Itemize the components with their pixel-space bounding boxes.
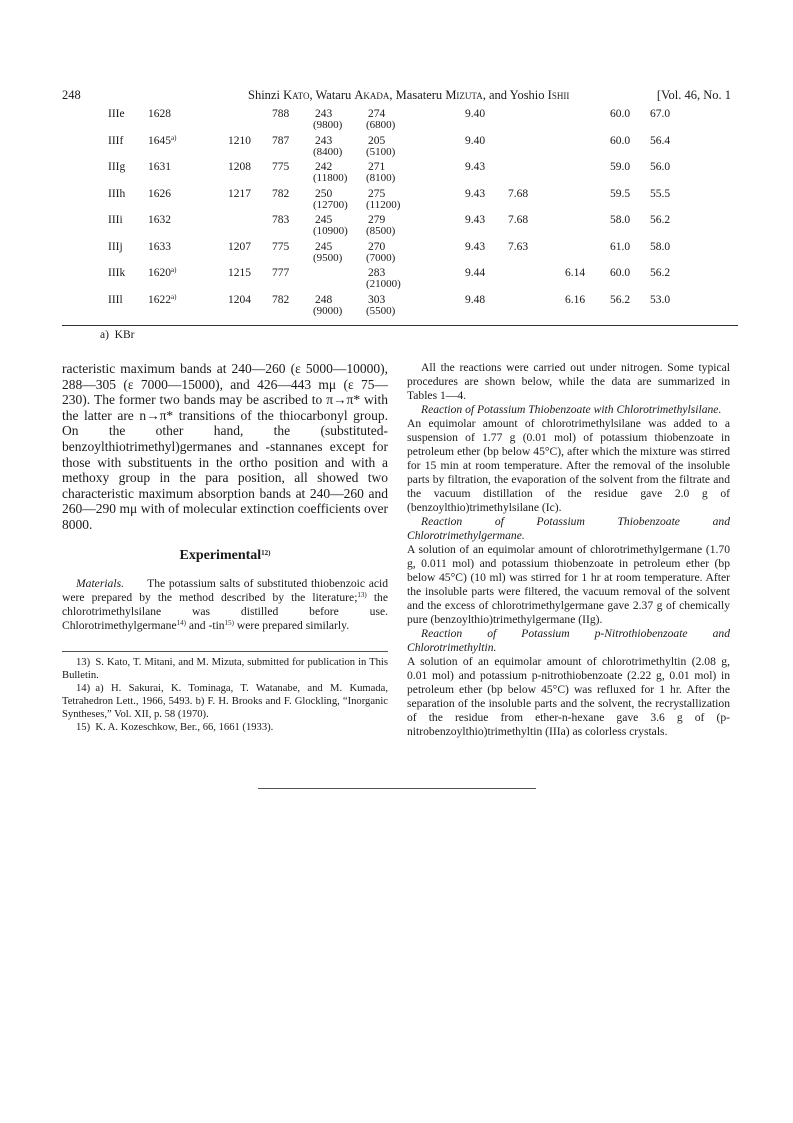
table-cell: 250 <box>315 187 333 200</box>
materials-text: and -tin <box>185 619 225 632</box>
section-heading-ref: 12) <box>261 549 271 557</box>
table-cell: 248 <box>315 293 333 306</box>
extinction-value: (12700) <box>313 198 348 211</box>
table-cell: 243 <box>315 108 333 120</box>
table-bottom-rule <box>62 325 738 326</box>
table-cell: 6.16 <box>565 293 586 306</box>
table-cell: 9.43 <box>465 161 486 173</box>
author-part: Mizuta <box>445 88 483 102</box>
table-cell: 9.43 <box>465 187 486 200</box>
body-paragraph: racteristic maximum bands at 240—260 (ε 5000—10000), 288—305 (ε 7000—15000), and 426—443 mμ (ε 75—230). The former two bands may be ascribed to π→π* with the latter are n→π* transitions of the thiocarbonyl group. On the other hand, the (substituted-benzoylthiotrimethyl)germanes and -stannanes except for those with substituents in the ortho position and with a methoxy group in the para position, all showed two characteristic maximum absorption bands at 240—260 and 260—290 mμ with of molecular extinction coefficients over 8000. <box>62 361 388 532</box>
table-cell: 58.0 <box>610 214 631 226</box>
body-paragraph: An equimolar amount of chlorotrimethylsilane was added to a suspension of 1.77 g (0.01 mol) of potassium thiobenzoate in petroleum ether (bp below 45°C), after which the mixture was stirred for 15 min at room temperature. After the removal of the insoluble parts by filtration, the evaporation of the solvent from the filtrate and the vacuum distillation of the residue gave 2.0 g of (benzoylthio)trimethylsilane (Ic). <box>407 417 730 514</box>
ref-sup: 15) <box>224 619 234 627</box>
extinction-value: (8100) <box>366 172 396 184</box>
extinction-value: (21000) <box>366 278 401 290</box>
table-cell: 777 <box>272 267 290 279</box>
table-cell: 56.2 <box>610 293 631 306</box>
table-cell: 6.14 <box>565 267 586 279</box>
table-cell-note: a) <box>171 133 177 142</box>
table-cell: 782 <box>272 293 290 306</box>
table-cell: 7.63 <box>508 240 529 253</box>
table-cell: 775 <box>272 161 290 173</box>
table-cell: 1645$^{a)}$ <box>148 133 177 147</box>
table-cell: 56.2 <box>650 267 671 279</box>
table-cell: 270 <box>368 240 386 253</box>
author-part: Kato <box>283 88 310 102</box>
table-cell: 1626 <box>148 187 171 200</box>
table-cell: 279 <box>368 214 386 226</box>
table-cell: 1633 <box>148 240 171 253</box>
table-cell: 56.0 <box>650 161 671 173</box>
extinction-value: (8500) <box>366 225 396 237</box>
table-cell: 7.68 <box>508 214 529 226</box>
table-cell: 60.0 <box>610 267 631 279</box>
author-part: , Masateru <box>389 88 446 102</box>
table-cell-note: a) <box>171 292 177 301</box>
author-part: , and Yoshio <box>482 88 548 102</box>
right-column <box>407 361 730 739</box>
table-cell: 59.5 <box>610 187 631 200</box>
footnote-item: 14) a) H. Sakurai, K. Tominaga, T. Watanabe, and M. Kumada, Tetrahedron Lett., 1966, 5493. b) F. H. Brooks and F. Glockling, “Inorganic Syntheses,” Vol. XII, p. 58 (1970). <box>62 683 388 720</box>
author-part: , Wataru <box>309 88 355 102</box>
table-cell: 1632 <box>148 214 171 226</box>
table-cell: 1215 <box>228 267 251 279</box>
table-cell: 1204 <box>228 293 251 306</box>
procedure-heading: Reaction of Potassium p-Nitrothiobenzoate and Chlorotrimethyltin. <box>407 627 730 654</box>
table-cell: 1208 <box>228 161 251 173</box>
author-part: Ishii <box>547 88 570 102</box>
body-paragraph: A solution of an equimolar amount of chlorotrimethyltin (2.08 g, 0.01 mol) and potassium p-nitrothiobenzoate (2.22 g, 0.01 mol) in petroleum ether (bp below 45°C) was refluxed for 1 hr. After the separation of the insoluble parts and the solvent, the recrystallization of the residue from ether-n-hexane gave 3.6 g of (p-nitrobenzoylthio)trimethyltin (IIIa) as colorless crystals. <box>407 655 730 738</box>
page-number: 248 <box>62 88 81 102</box>
extinction-value: (7000) <box>366 251 396 264</box>
table-cell: 303 <box>368 293 386 306</box>
table-cell: 9.43 <box>465 214 486 226</box>
table-cell: 245 <box>315 214 333 226</box>
procedure-heading: Reaction of Potassium Thiobenzoate with Chlorotrimethylsilane. <box>421 403 722 416</box>
table-cell: 275 <box>368 187 386 200</box>
section-heading-text: Experimental <box>179 548 262 563</box>
compound-id: IIIe <box>108 108 125 120</box>
table-cell: 59.0 <box>610 161 631 173</box>
table-cell: 61.0 <box>610 240 631 253</box>
table-cell: 1207 <box>228 240 251 253</box>
table-cell: 1210 <box>228 134 251 147</box>
footnote-item: 15) K. A. Kozeschkow, Ber., 66, 1661 (1933). <box>76 722 274 733</box>
table-cell: 205 <box>368 134 386 147</box>
table-cell: 782 <box>272 187 290 200</box>
running-authors <box>248 88 569 103</box>
table-cell: 283 <box>368 267 386 279</box>
body-paragraph: All the reactions were carried out under nitrogen. Some typical procedures are shown below, while the data are summarized in Tables 1—4. <box>407 361 730 402</box>
table-cell: 274 <box>368 108 386 120</box>
footnotes <box>62 656 388 734</box>
compound-id: IIIl <box>108 293 123 306</box>
compound-id: IIIi <box>108 214 123 226</box>
volume-label: [Vol. 46, No. 1 <box>656 88 731 102</box>
table-footnote: a) KBr <box>100 329 135 341</box>
table-cell: 60.0 <box>610 108 631 120</box>
extinction-value: (10900) <box>313 225 348 237</box>
table-cell: 788 <box>272 108 290 120</box>
compound-id: IIIg <box>108 161 126 173</box>
table-cell: 1622$^{a)}$ <box>148 292 177 306</box>
table-cell: 242 <box>315 161 333 173</box>
table-cell: 56.2 <box>650 214 671 226</box>
extinction-value: (6800) <box>366 119 396 131</box>
table-cell: 1631 <box>148 161 171 173</box>
footnote-item: 13) S. Kato, T. Mitani, and M. Mizuta, submitted for publication in This Bulletin. <box>62 657 388 681</box>
table-cell: 9.48 <box>465 293 486 306</box>
end-rule <box>258 788 536 789</box>
compound-id: IIIf <box>108 134 124 147</box>
table-cell: 245 <box>315 240 333 253</box>
table-cell: 775 <box>272 240 290 253</box>
table-cell-note: a) <box>171 266 177 274</box>
table-cell: 67.0 <box>650 108 671 120</box>
compound-id: IIIk <box>108 267 126 279</box>
section-heading <box>62 548 388 564</box>
table-cell: 9.43 <box>465 240 486 253</box>
table-cell: 1620$^{a)}$ <box>148 266 177 279</box>
table-cell: 60.0 <box>610 134 631 147</box>
table-cell: 55.5 <box>650 187 671 200</box>
materials-label: Materials. <box>76 577 124 590</box>
table-cell: 9.44 <box>465 267 486 279</box>
procedure-heading: Reaction of Potassium Thiobenzoate and Chlorotrimethylgermane. <box>407 515 730 542</box>
table-cell: 9.40 <box>465 134 486 147</box>
table-cell: 9.40 <box>465 108 486 120</box>
extinction-value: (5500) <box>366 304 396 317</box>
materials-text: The potassium salts of substituted thiobenzoic acid were prepared by the method described by the literature; <box>62 577 388 604</box>
ref-sup: 13) <box>357 591 367 599</box>
author-part: Akada <box>354 88 390 102</box>
table-cell: 783 <box>272 214 290 226</box>
table-cell: 53.0 <box>650 293 671 306</box>
ref-sup: 14) <box>176 619 186 627</box>
extinction-value: (9000) <box>313 304 343 317</box>
author-part: Shinzi <box>248 88 284 102</box>
compound-id: IIIj <box>108 240 123 253</box>
table-cell: 7.68 <box>508 187 529 200</box>
table-cell: 271 <box>368 161 386 173</box>
extinction-value: (5100) <box>366 145 396 158</box>
materials-text: were prepared similarly. <box>233 619 350 632</box>
extinction-value: (9500) <box>313 251 343 264</box>
materials-text: the chlorotrimethylsilane was distilled before use. Chlorotrimethylgermane <box>62 591 388 632</box>
extinction-value: (11800) <box>313 172 348 184</box>
compound-id: IIIh <box>108 187 126 200</box>
materials-paragraph <box>62 577 388 633</box>
table-cell: 787 <box>272 134 290 147</box>
body-paragraph: A solution of an equimolar amount of chlorotrimethylgermane (1.70 g, 0.011 mol) and potassium thiobenzoate in petroleum ether (bp below 45°C) (10 ml) was stirred for 1 hr at room temperature. After the insoluble parts were filtered, the vacuum removal of the solvent and the excess of chlorotrimethylgermane gave 2.37 g of chemically pure (benzoylthio)trimethylgermane (IIg). <box>407 543 730 626</box>
table-cell: 56.4 <box>650 134 671 147</box>
footnote-divider <box>62 651 388 652</box>
table-cell: 1217 <box>228 187 251 200</box>
left-column <box>62 361 388 533</box>
table-cell: 243 <box>315 134 333 147</box>
table-cell: 1628 <box>148 108 171 120</box>
extinction-value: (8400) <box>313 145 343 158</box>
extinction-value: (9800) <box>313 119 343 131</box>
table-cell: 58.0 <box>650 240 671 253</box>
extinction-value: (11200) <box>366 198 401 211</box>
